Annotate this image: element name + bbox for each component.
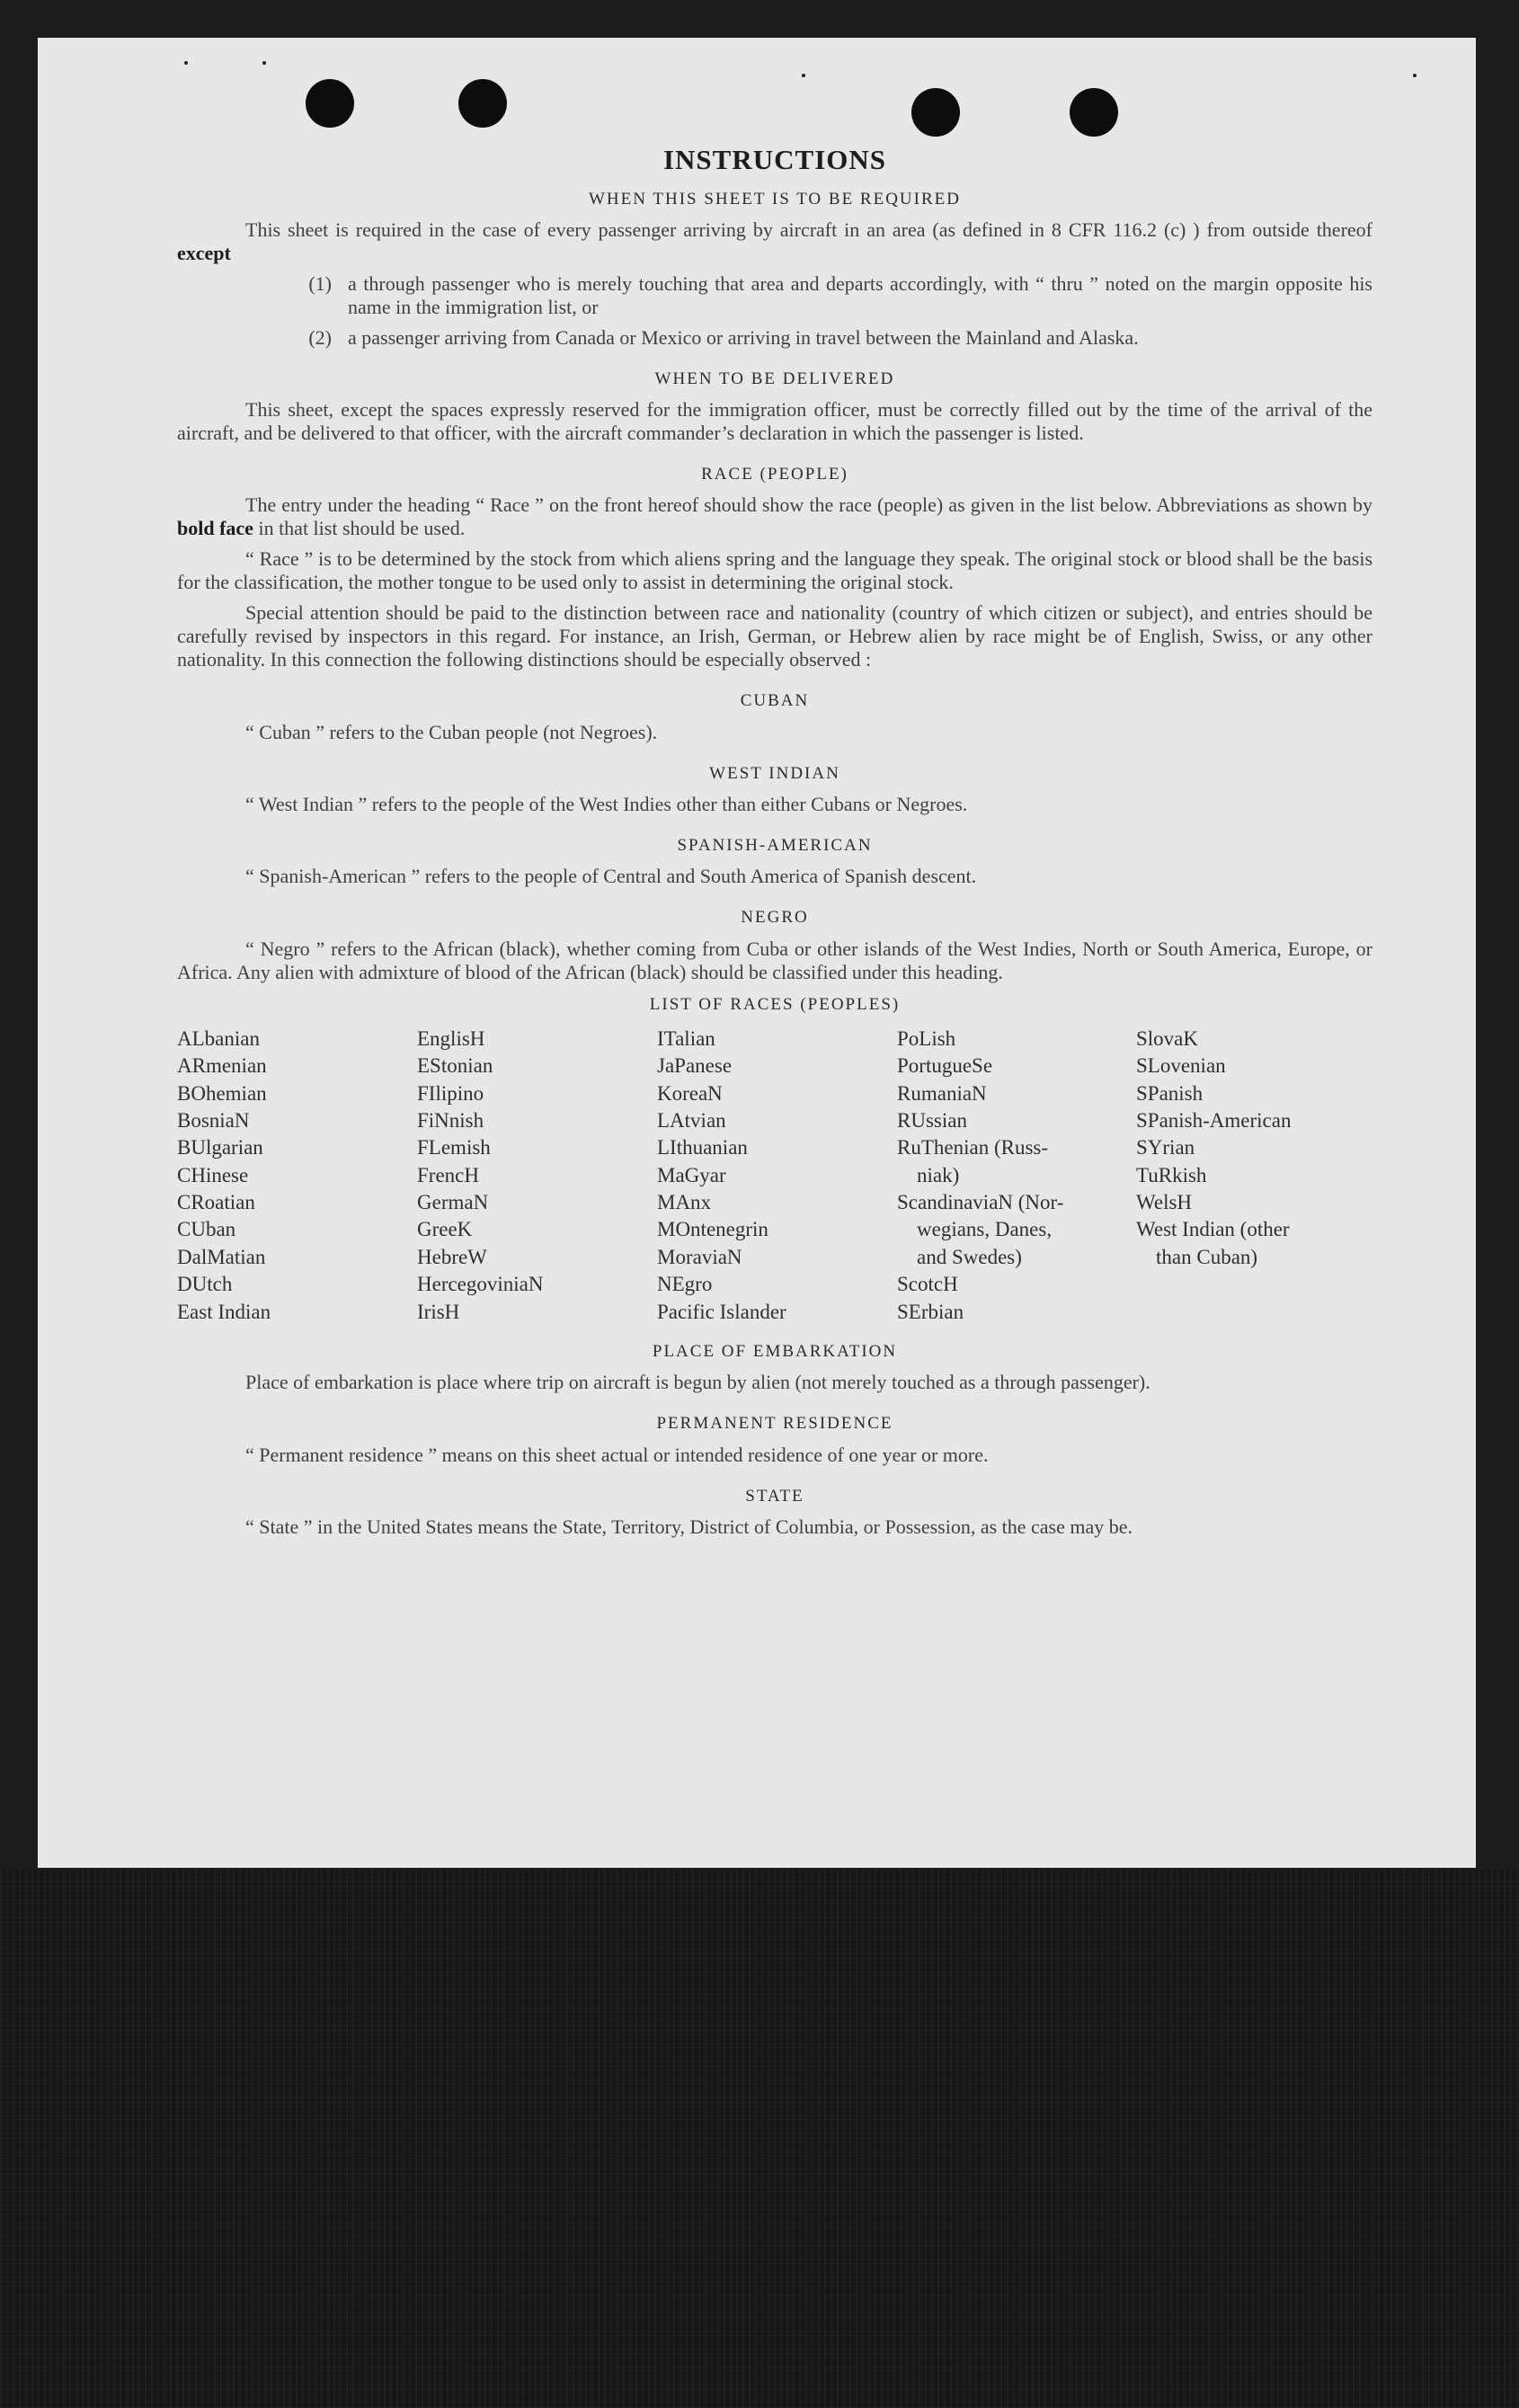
race-entry: SPanish — [1136, 1081, 1204, 1105]
race-entry: BUlgarian — [177, 1136, 263, 1160]
race-entry: West Indian (other — [1136, 1218, 1290, 1241]
race-entry: NEgro — [657, 1273, 713, 1296]
clause-number: (1) — [308, 271, 332, 295]
clause-item — [177, 272, 1372, 319]
race-entry: MaGyar — [657, 1163, 726, 1186]
race-entry: HercegoviniaN — [417, 1273, 544, 1296]
race-entry: MOntenegrin — [657, 1218, 768, 1241]
section-heading: PERMANENT RESIDENCE — [656, 1414, 893, 1434]
race-entry: DalMatian — [177, 1245, 266, 1268]
scan-speck — [262, 61, 266, 65]
section-text: This sheet, except the spaces expressly reserved for the immigration officer, must be correctly filled out by the time of the arrival of the aircraft, and be delivered to that officer, with the aircraft commander’s declaration in which the passenger is listed. — [177, 398, 1372, 445]
bold-term: except — [177, 241, 231, 264]
section-text: “ Permanent residence ” means on this sheet actual or intended residence of one year or more. — [245, 1443, 989, 1466]
section-west-indian — [177, 764, 1372, 816]
section-heading: SPANISH-AMERICAN — [677, 835, 873, 855]
race-entry: WelsH — [1136, 1191, 1193, 1214]
race-column — [177, 1026, 417, 1326]
race-entry: PortugueSe — [897, 1054, 993, 1078]
race-entry: niak) — [917, 1163, 960, 1186]
section-required — [177, 190, 1372, 350]
race-entry: SlovaK — [1136, 1026, 1198, 1050]
section-text: “ Cuban ” refers to the Cuban people (not Negroes). — [245, 720, 658, 743]
section-state — [177, 1487, 1372, 1539]
punch-hole-3 — [911, 88, 960, 137]
bold-term: bold face — [177, 517, 253, 540]
section-text: “ State ” in the United States means the State, Territory, District of Columbia, or Possession, as the case may be. — [245, 1515, 1133, 1539]
race-entry: SYrian — [1136, 1136, 1195, 1160]
race-entry: MoraviaN — [657, 1245, 742, 1268]
race-entry: RuThenian (Russ- — [897, 1136, 1049, 1160]
race-entry: ScotcH — [897, 1273, 958, 1296]
race-entry: GermaN — [417, 1191, 489, 1214]
required-intro: This sheet is required in the case of every passenger arriving by aircraft in an area (as defined in 8 CFR 116.2 (c) ) from outside thereof except — [177, 218, 1372, 264]
race-column — [417, 1026, 657, 1326]
race-entry: FrencH — [417, 1163, 479, 1186]
section-delivered — [177, 369, 1372, 445]
race-entry: FLemish — [417, 1136, 491, 1160]
race-entry: PoLish — [897, 1026, 956, 1050]
clause-number: (2) — [308, 325, 332, 349]
race-entry: ITalian — [657, 1026, 715, 1050]
section-spanish-american — [177, 836, 1372, 888]
race-entry: BOhemian — [177, 1081, 267, 1105]
race-entry: GreeK — [417, 1218, 473, 1241]
section-embarkation — [177, 1342, 1372, 1394]
race-entry: and Swedes) — [917, 1245, 1022, 1268]
race-entry: SPanish-American — [1136, 1109, 1292, 1133]
section-heading: PLACE OF EMBARKATION — [652, 1341, 898, 1361]
race-entry: wegians, Danes, — [917, 1218, 1053, 1241]
race-entry: CRoatian — [177, 1191, 255, 1214]
section-heading: WHEN TO BE DELIVERED — [654, 369, 895, 388]
race-entry: RumaniaN — [897, 1081, 987, 1105]
race-entry: LAtvian — [657, 1109, 726, 1133]
race-entry: IrisH — [417, 1300, 460, 1323]
race-entry: SLovenian — [1136, 1054, 1226, 1078]
punch-hole-1 — [306, 79, 354, 128]
race-entry: RUssian — [897, 1109, 967, 1133]
race-entry: FiNnish — [417, 1109, 484, 1133]
race-entry: HebreW — [417, 1245, 487, 1268]
race-column — [657, 1026, 897, 1326]
scan-speck — [184, 61, 188, 65]
scan-speck — [802, 74, 805, 77]
section-text: “ Negro ” refers to the African (black), whether coming from Cuba or other islands of the West Indies, North or South America, Europe, or Africa. Any alien with admixture of blood of the African (black) should be classified under this heading. — [177, 937, 1372, 983]
race-entry: SErbian — [897, 1300, 964, 1323]
document-page — [38, 38, 1476, 1868]
section-heading: WHEN THIS SHEET IS TO BE REQUIRED — [589, 189, 961, 209]
section-list-of-races — [177, 995, 1372, 1326]
race-entry: BosniaN — [177, 1109, 250, 1133]
section-race — [177, 465, 1372, 671]
section-heading: RACE (PEOPLE) — [701, 465, 848, 484]
race-entry: Pacific Islander — [657, 1300, 786, 1323]
section-heading: STATE — [745, 1486, 804, 1506]
punch-hole-2 — [458, 79, 507, 128]
race-entry: ScandinaviaN (Nor- — [897, 1191, 1064, 1214]
section-text: Place of embarkation is place where trip on aircraft is begun by alien (not merely touched as a through passenger). — [245, 1371, 1150, 1394]
race-paragraph-3: Special attention should be paid to the distinction between race and nationality (country of which citizen or subject), and entries should be carefully revised by inspectors in this regard. For instance, an Irish, German, or Hebrew alien by race might be of English, Swiss, or any other nationality. In this connection the following distinctions should be especially observed : — [177, 601, 1372, 671]
clause-text: a passenger arriving from Canada or Mexico or arriving in travel between the Mainland and Alaska. — [348, 325, 1139, 349]
race-entry: JaPanese — [657, 1054, 733, 1078]
section-heading: WEST INDIAN — [709, 763, 840, 783]
section-text: “ West Indian ” refers to the people of the West Indies other than either Cubans or Negroes. — [245, 792, 968, 815]
race-entry: MAnx — [657, 1191, 712, 1214]
race-entry: CHinese — [177, 1163, 249, 1186]
section-cuban — [177, 691, 1372, 743]
race-entry: East Indian — [177, 1300, 271, 1323]
instructions-content — [177, 144, 1372, 1559]
race-column — [1136, 1026, 1372, 1326]
race-entry: CUban — [177, 1218, 236, 1241]
document-title: INSTRUCTIONS — [662, 144, 886, 175]
race-entry: ARmenian — [177, 1054, 267, 1078]
race-entry: EStonian — [417, 1054, 493, 1078]
races-table — [177, 1026, 1372, 1326]
race-entry: DUtch — [177, 1273, 233, 1296]
section-text: “ Spanish-American ” refers to the people of Central and South America of Spanish descent. — [245, 865, 977, 888]
race-entry: TuRkish — [1136, 1163, 1207, 1186]
race-entry: KoreaN — [657, 1081, 723, 1105]
section-residence — [177, 1414, 1372, 1466]
section-negro — [177, 908, 1372, 983]
race-paragraph-2: “ Race ” is to be determined by the stock from which aliens spring and the language they speak. The original stock or blood shall be the basis for the classification, the mother tongue to be used only to assist in determining the original stock. — [177, 547, 1372, 594]
clause-text: a through passenger who is merely touching that area and departs accordingly, with “ thru ” noted on the margin opposite his name in the immigration list, or — [348, 271, 1372, 318]
punch-hole-4 — [1070, 88, 1118, 137]
race-paragraph-1: The entry under the heading “ Race ” on the front hereof should show the race (people) as given in the list below. Abbreviations as shown by bold face in that list should be used. — [177, 493, 1372, 540]
clause-item — [177, 326, 1372, 350]
race-entry: ALbanian — [177, 1026, 260, 1050]
section-heading: CUBAN — [740, 691, 810, 711]
race-entry: than Cuban) — [1156, 1245, 1258, 1268]
section-heading: NEGRO — [741, 908, 809, 928]
scan-speck — [1413, 74, 1417, 77]
race-column — [897, 1026, 1136, 1326]
race-entry: LIthuanian — [657, 1136, 748, 1160]
scanner-background — [0, 1870, 1519, 2408]
race-entry: EnglisH — [417, 1026, 485, 1050]
race-entry: FIlipino — [417, 1081, 484, 1105]
section-heading: LIST OF RACES (PEOPLES) — [649, 994, 901, 1014]
